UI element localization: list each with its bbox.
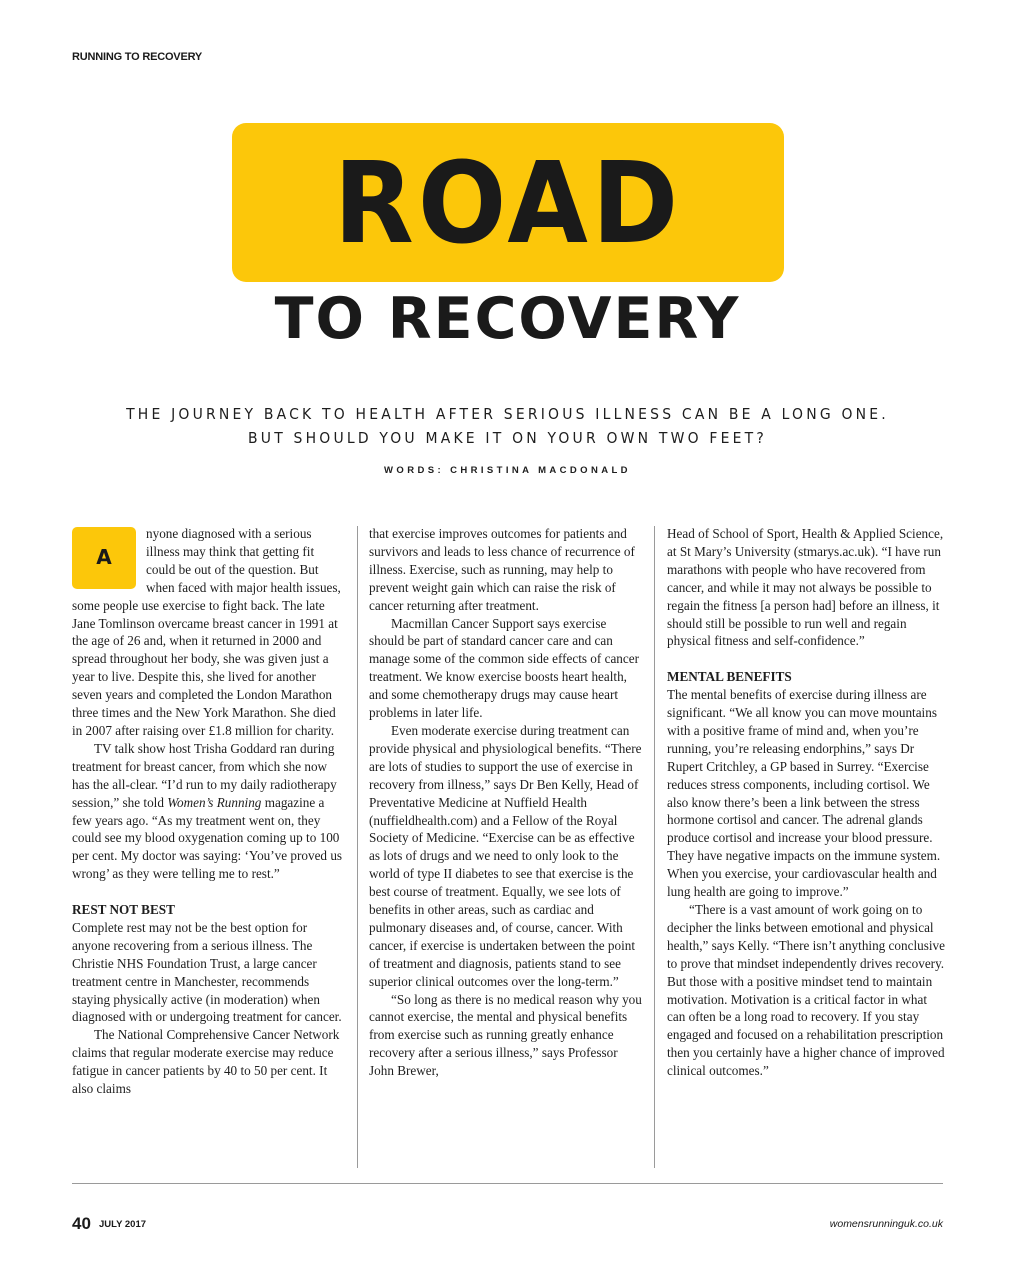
website-url: womensrunninguk.co.uk xyxy=(829,1218,943,1230)
text-run: TV talk show host Trisha Goddard ran during treatment for breast cancer, from which she now has the all-clear. “I’d run to my daily radiotherapy session,” she told xyxy=(72,740,337,810)
headline-main: ROAD xyxy=(333,136,683,269)
article-column-2 xyxy=(369,525,643,1080)
paragraph: “There is a vast amount of work going on to decipher the links between emotional and physical health,” says Kelly. “There isn’t anything conclusive to prove that mindset independently drives recovery. But those with a positive mindset tend to maintain motivation. Motivation is a critical factor in what can often be a long road to recovery. If you stay engaged and focused on a rehabilitation prescription then you certainly have a higher chance of improved clinical outcomes.” xyxy=(667,902,945,1079)
paragraph: Complete rest may not be the best option for anyone recovering from a serious illness. The Christie NHS Foundation Trust, a large cancer treatment centre in Manchester, recommends staying physically active (in moderation) when diagnosed with or undergoing treatment for cancer. xyxy=(72,919,342,1025)
section-label: RUNNING TO RECOVERY xyxy=(72,51,203,63)
paragraph: that exercise improves outcomes for patients and survivors and leads to less chance of recurrence of illness. Exercise, such as running, may help to prevent weight gain which can raise the risk of cancer returning after treatment. xyxy=(369,526,635,613)
drop-cap xyxy=(72,527,136,595)
paragraph: nyone diagnosed with a serious illness may think that getting fit could be out of the question. But when faced with major health issues, some people use exercise to fight back. The late Jane Tomlinson overcame breast cancer in 1991 at the age of 26 and, when it returned in 2000 and spread throughout her body, she was given just a year to live. Despite this, she lived for another seven years and completed the London Marathon three times and the New York Marathon. She died in 2007 after raising over £1.8 million for charity. xyxy=(72,526,341,738)
byline: WORDS: CHRISTINA MACDONALD xyxy=(384,465,631,476)
paragraph: “So long as there is no medical reason why you cannot exercise, the mental and physical benefits from exercise such as running greatly enhance recovery after a serious illness,” says Professor John Brewer, xyxy=(369,991,642,1079)
standfirst-line-1: THE JOURNEY BACK TO HEALTH AFTER SERIOUS ILLNESS CAN BE A LONG ONE. xyxy=(126,405,889,423)
article-column-1 xyxy=(72,525,346,1098)
headline-sub: TO RECOVERY xyxy=(274,286,741,352)
paragraph: The mental benefits of exercise during illness are significant. “We all know you can move mountains with a positive frame of mind and, when you’re running, you’re releasing endorphins,” says Dr Rupert Critchley, a GP based in Surrey. “Exercise reduces stress components, including cortisol. We also know there’s been a link between the stress hormone cortisol and cancer. The adrenal glands produce cortisol and increase your blood pressure. They have negative impacts on the immune system. When you exercise, your cardiovascular health and lung health are going to improve.” xyxy=(667,687,941,900)
paragraph: Macmillan Cancer Support says exercise should be part of standard cancer care and can manage some of the common side effects of cancer treatment. We know exercise boosts heart health, and some chemotherapy drugs may cause heart problems in later life. xyxy=(369,615,639,721)
subheading-mental-benefits: MENTAL BENEFITS xyxy=(667,669,792,685)
column-divider xyxy=(357,526,358,1168)
paragraph: The National Comprehensive Cancer Network claims that regular moderate exercise may reduce fatigue in cancer patients by 40 to 50 per cent. It also claims xyxy=(72,1027,340,1097)
text-run: magazine a few years ago. “As my treatment went on, they could see my blood oxygenation coming up to 100 per cent. My doctor was saying: ‘You’ve proved us wrong’ as they were telling me to rest.” xyxy=(72,794,343,882)
standfirst-line-2: BUT SHOULD YOU MAKE IT ON YOUR OWN TWO FEET? xyxy=(248,429,767,447)
issue-date: JULY 2017 xyxy=(99,1219,147,1230)
standfirst xyxy=(120,402,895,450)
page-number: 40 xyxy=(72,1214,91,1233)
paragraph xyxy=(72,740,346,883)
column-divider xyxy=(654,526,655,1168)
subheading-rest-not-best: REST NOT BEST xyxy=(72,902,175,918)
article-column-3 xyxy=(667,525,945,1080)
magazine-name: Women’s Running xyxy=(167,794,262,810)
paragraph: Head of School of Sport, Health & Applied Science, at St Mary’s University (stmarys.ac.uk). “I have run marathons with people who have recovered from cancer, and while it may not always be possible to regain the fitness [a person had] before an illness, it should still be possible to run well and regain physical fitness and self-confidence.” xyxy=(667,526,944,649)
paragraph: Even moderate exercise during treatment can provide physical and physiological benefits. “There are lots of studies to support the use of exercise in recovery from illness,” says Dr Ben Kelly, Head of Preventative Medicine at Nuffield Health (nuffieldhealth.com) and a Fellow of the Royal Society of Medicine. “Exercise can be as effective as lots of drugs and we need to only look to the world of type II diabetes to see that exercise is the best course of treatment. Equally, we see lots of benefits in other areas, such as cardiac and pulmonary diseases and, of course, cancer. With cancer, if exercise is undertaken between the point of treatment and diagnosis, patients stand to see superior clinical outcomes over the long-term.” xyxy=(369,722,642,989)
footer-divider xyxy=(72,1183,943,1184)
drop-cap-letter: A xyxy=(96,545,112,570)
